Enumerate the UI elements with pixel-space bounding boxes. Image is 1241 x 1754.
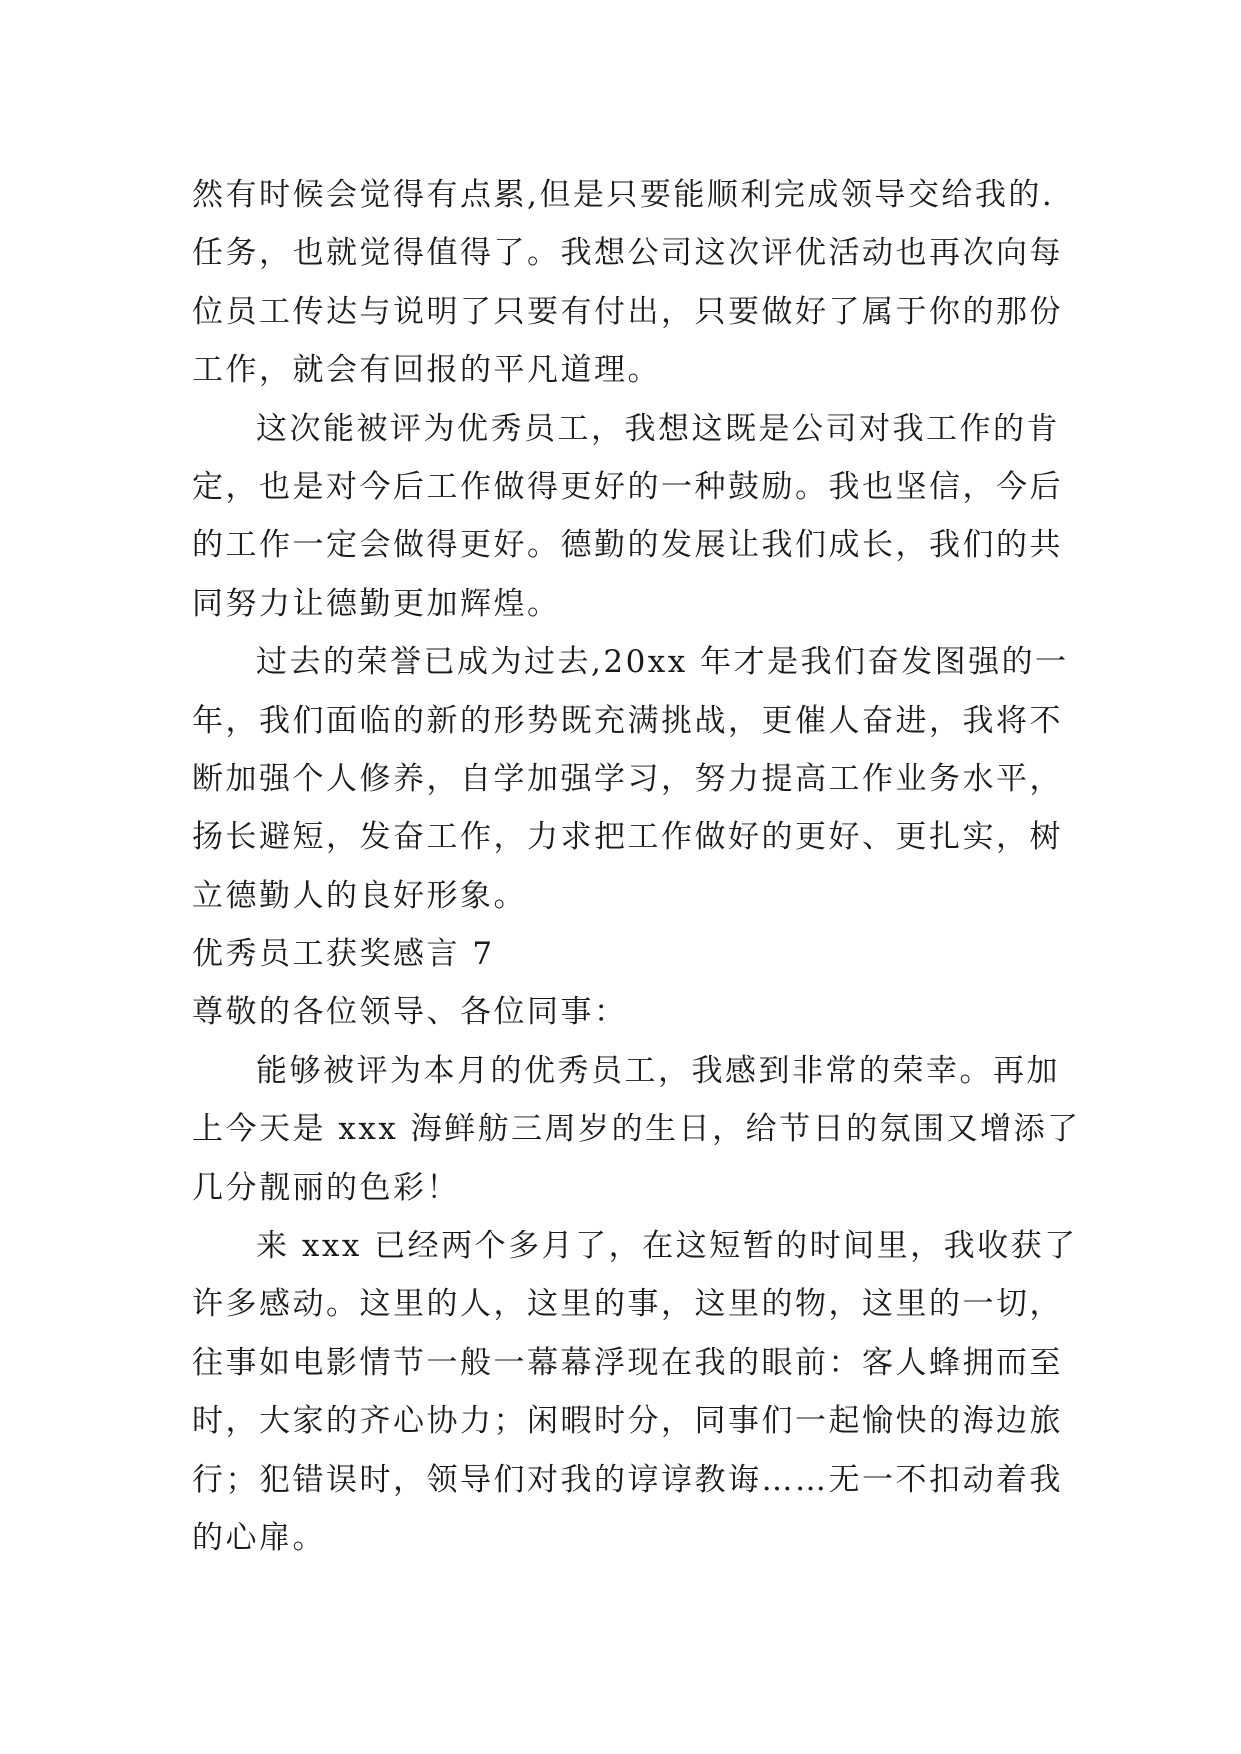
text-line: 上今天是 xxx 海鲜舫三周岁的生日，给节日的氛围又增添了 — [192, 1111, 1081, 1148]
text-line: 工作，就会有回报的平凡道理。 — [192, 352, 661, 389]
text-line: 几分靓丽的色彩！ — [192, 1169, 460, 1206]
paragraph-first-line: 过去的荣誉已成为过去,20xx 年才是我们奋发图强的一 — [256, 644, 1069, 681]
text-line: 的心扉。 — [192, 1519, 326, 1556]
text-line: 立德勤人的良好形象。 — [192, 877, 527, 914]
text-line: 然有时候会觉得有点累,但是只要能顺利完成领导交给我的. — [192, 177, 1055, 213]
section-heading: 优秀员工获奖感言 7 — [192, 936, 495, 973]
paragraph-first-line: 来 xxx 已经两个多月了，在这短暂的时间里，我收获了 — [256, 1228, 1078, 1265]
text-line: 位员工传达与说明了只要有付出，只要做好了属于你的那份 — [192, 293, 1063, 330]
paragraph-first-line: 能够被评为本月的优秀员工，我感到非常的荣幸。再加 — [256, 1052, 1060, 1089]
text-line: 任务，也就觉得值得了。我想公司这次评优活动也再次向每 — [192, 235, 1063, 272]
salutation: 尊敬的各位领导、各位同事： — [192, 994, 628, 1031]
text-line: 断加强个人修养，自学加强学习，努力提高工作业务水平， — [192, 760, 1063, 797]
text-line: 定，也是对今后工作做得更好的一种鼓励。我也坚信，今后 — [192, 468, 1063, 505]
text-line: 许多感动。这里的人，这里的事，这里的物，这里的一切， — [192, 1286, 1063, 1323]
text-line: 同努力让德勤更加辉煌。 — [192, 585, 561, 622]
text-line: 扬长避短，发奋工作，力求把工作做好的更好、更扎实，树 — [192, 819, 1063, 856]
text-line: 年，我们面临的新的形势既充满挑战，更催人奋进，我将不 — [192, 702, 1063, 739]
text-line: 时，大家的齐心协力；闲暇时分，同事们一起愉快的海边旅 — [192, 1403, 1063, 1440]
text-line: 行；犯错误时，领导们对我的谆谆教诲……无一不扣动着我 — [192, 1461, 1063, 1498]
document-body — [192, 166, 1081, 1567]
text-line: 的工作一定会做得更好。德勤的发展让我们成长，我们的共 — [192, 527, 1063, 564]
paragraph-first-line: 这次能被评为优秀员工，我想这既是公司对我工作的肯 — [256, 410, 1060, 447]
text-line: 往事如电影情节一般一幕幕浮现在我的眼前：客人蜂拥而至 — [192, 1344, 1063, 1381]
